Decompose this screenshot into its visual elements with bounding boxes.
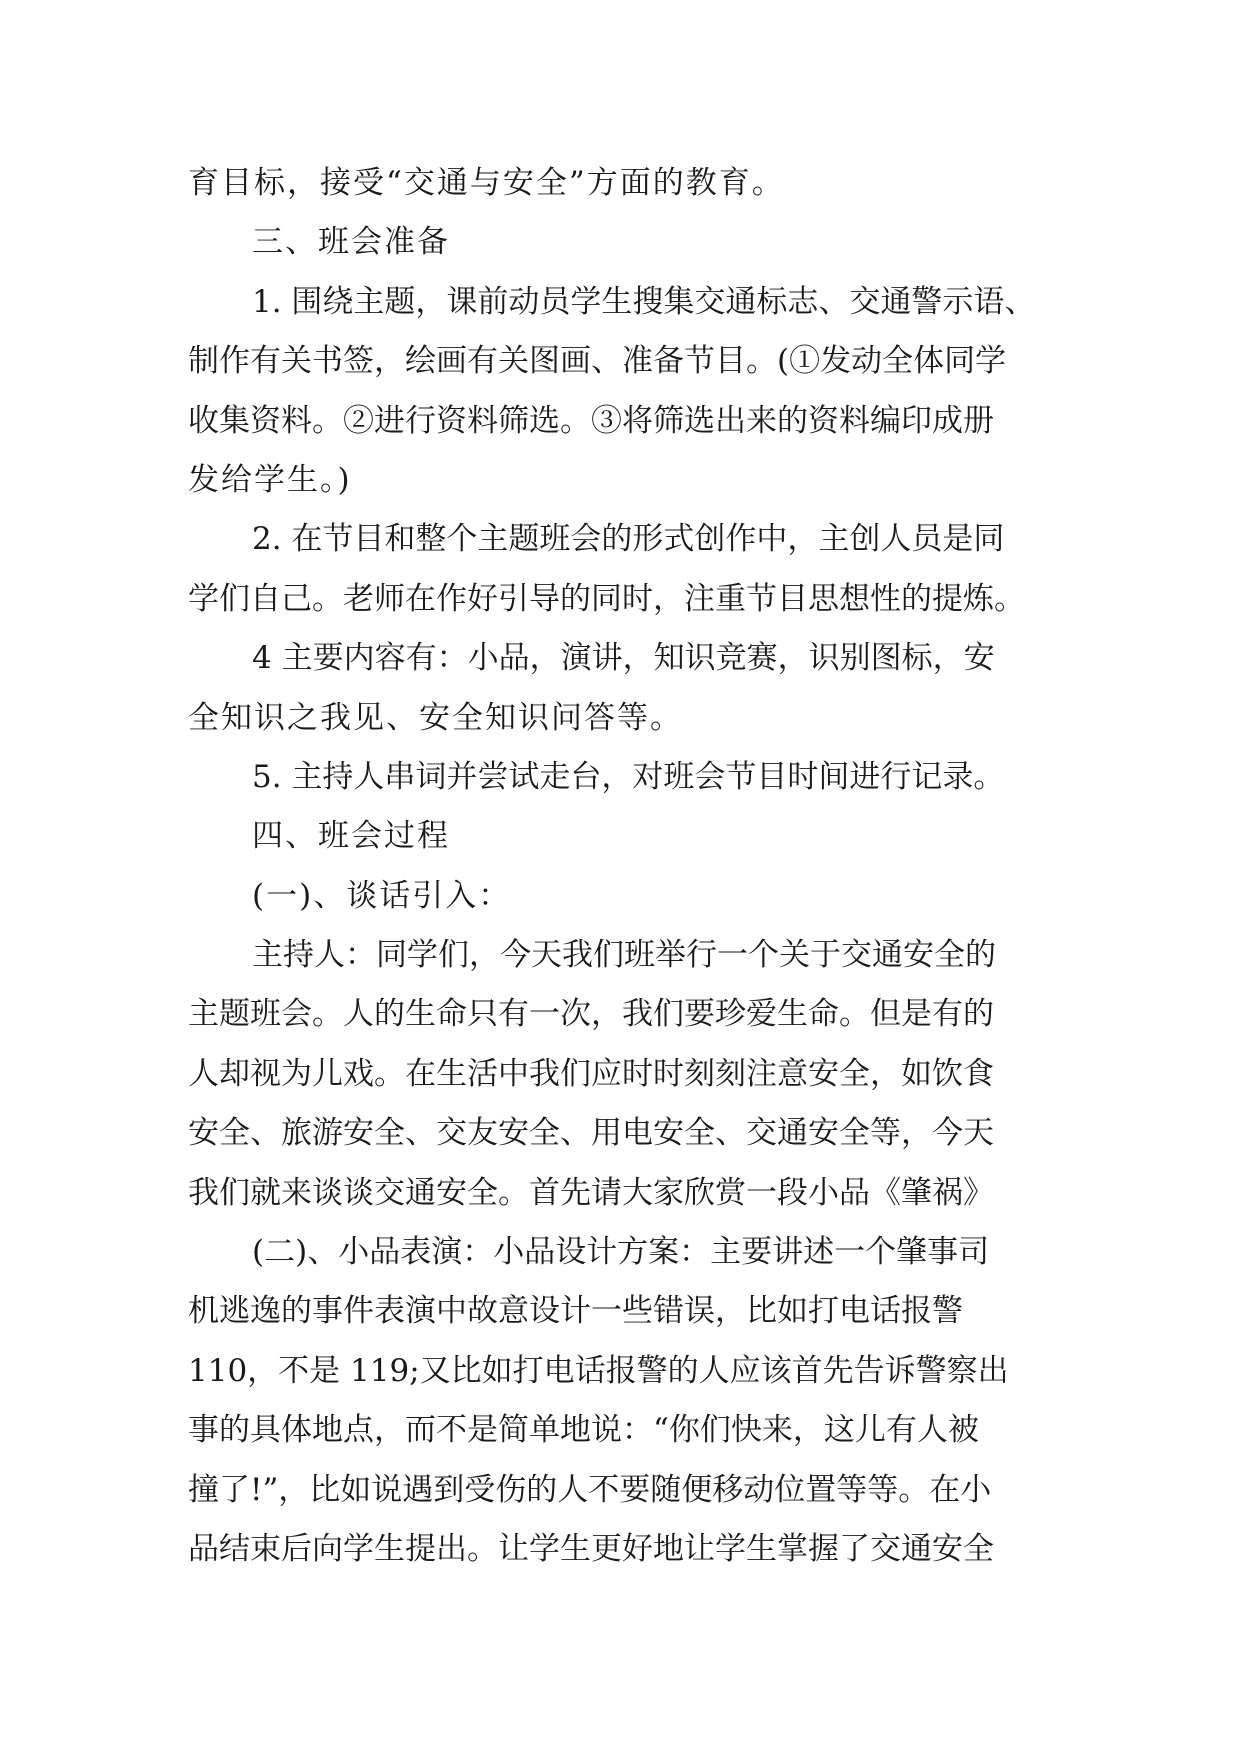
text-line: 事的具体地点，而不是简单地说：“你们快来，这儿有人被 (188, 1412, 979, 1449)
text-line: 机逃逸的事件表演中故意设计一些错误，比如打电话报警 (188, 1293, 963, 1330)
text-line: (一)、谈话引入： (252, 877, 512, 914)
text-line: 制作有关书签，绘画有关图画、准备节目。(①发动全体同学 (188, 343, 1007, 380)
text-line: 主题班会。人的生命只有一次，我们要珍爱生命。但是有的 (188, 996, 994, 1033)
text-line: 5. 主持人串词并尝试走台，对班会节目时间进行记录。 (252, 758, 1005, 795)
text-line: 品结束后向学生提出。让学生更好地让学生掌握了交通安全 (188, 1530, 994, 1567)
text-line: 2. 在节目和整个主题班会的形式创作中，主创人员是同 (252, 521, 1005, 558)
text-line: 发给学生。) (188, 461, 352, 498)
text-line: 人却视为儿戏。在生活中我们应时时刻刻注意安全，如饮食 (188, 1055, 994, 1092)
text-line: 撞了!”，比如说遇到受伤的人不要随便移动位置等等。在小 (188, 1471, 992, 1508)
text-line: 全知识之我见、安全知识问答等。 (188, 699, 683, 736)
text-line: 学们自己。老师在作好引导的同时，注重节目思想性的提炼。 (188, 580, 1025, 617)
text-line: 110，不是 119;又比如打电话报警的人应该首先告诉警察出 (188, 1352, 1009, 1389)
text-line: 主持人：同学们，今天我们班举行一个关于交通安全的 (252, 937, 996, 974)
text-line: 4 主要内容有：小品，演讲，知识竞赛，识别图标，安 (252, 640, 995, 677)
text-line: 安全、旅游安全、交友安全、用电安全、交通安全等，今天 (188, 1115, 994, 1152)
text-line: 1. 围绕主题，课前动员学生搜集交通标志、交通警示语、 (252, 283, 1036, 320)
body-text (188, 154, 1058, 1579)
text-line: 四、班会过程 (252, 818, 450, 855)
text-line: 育目标，接受“交通与安全”方面的教育。 (188, 165, 785, 201)
text-line: (二)、小品表演：小品设计方案：主要讲述一个肇事司 (252, 1234, 990, 1271)
text-line: 收集资料。②进行资料筛选。③将筛选出来的资料编印成册 (188, 402, 994, 439)
text-line: 我们就来谈谈交通安全。首先请大家欣赏一段小品《肇祸》 (188, 1174, 994, 1211)
text-line: 三、班会准备 (252, 224, 450, 261)
